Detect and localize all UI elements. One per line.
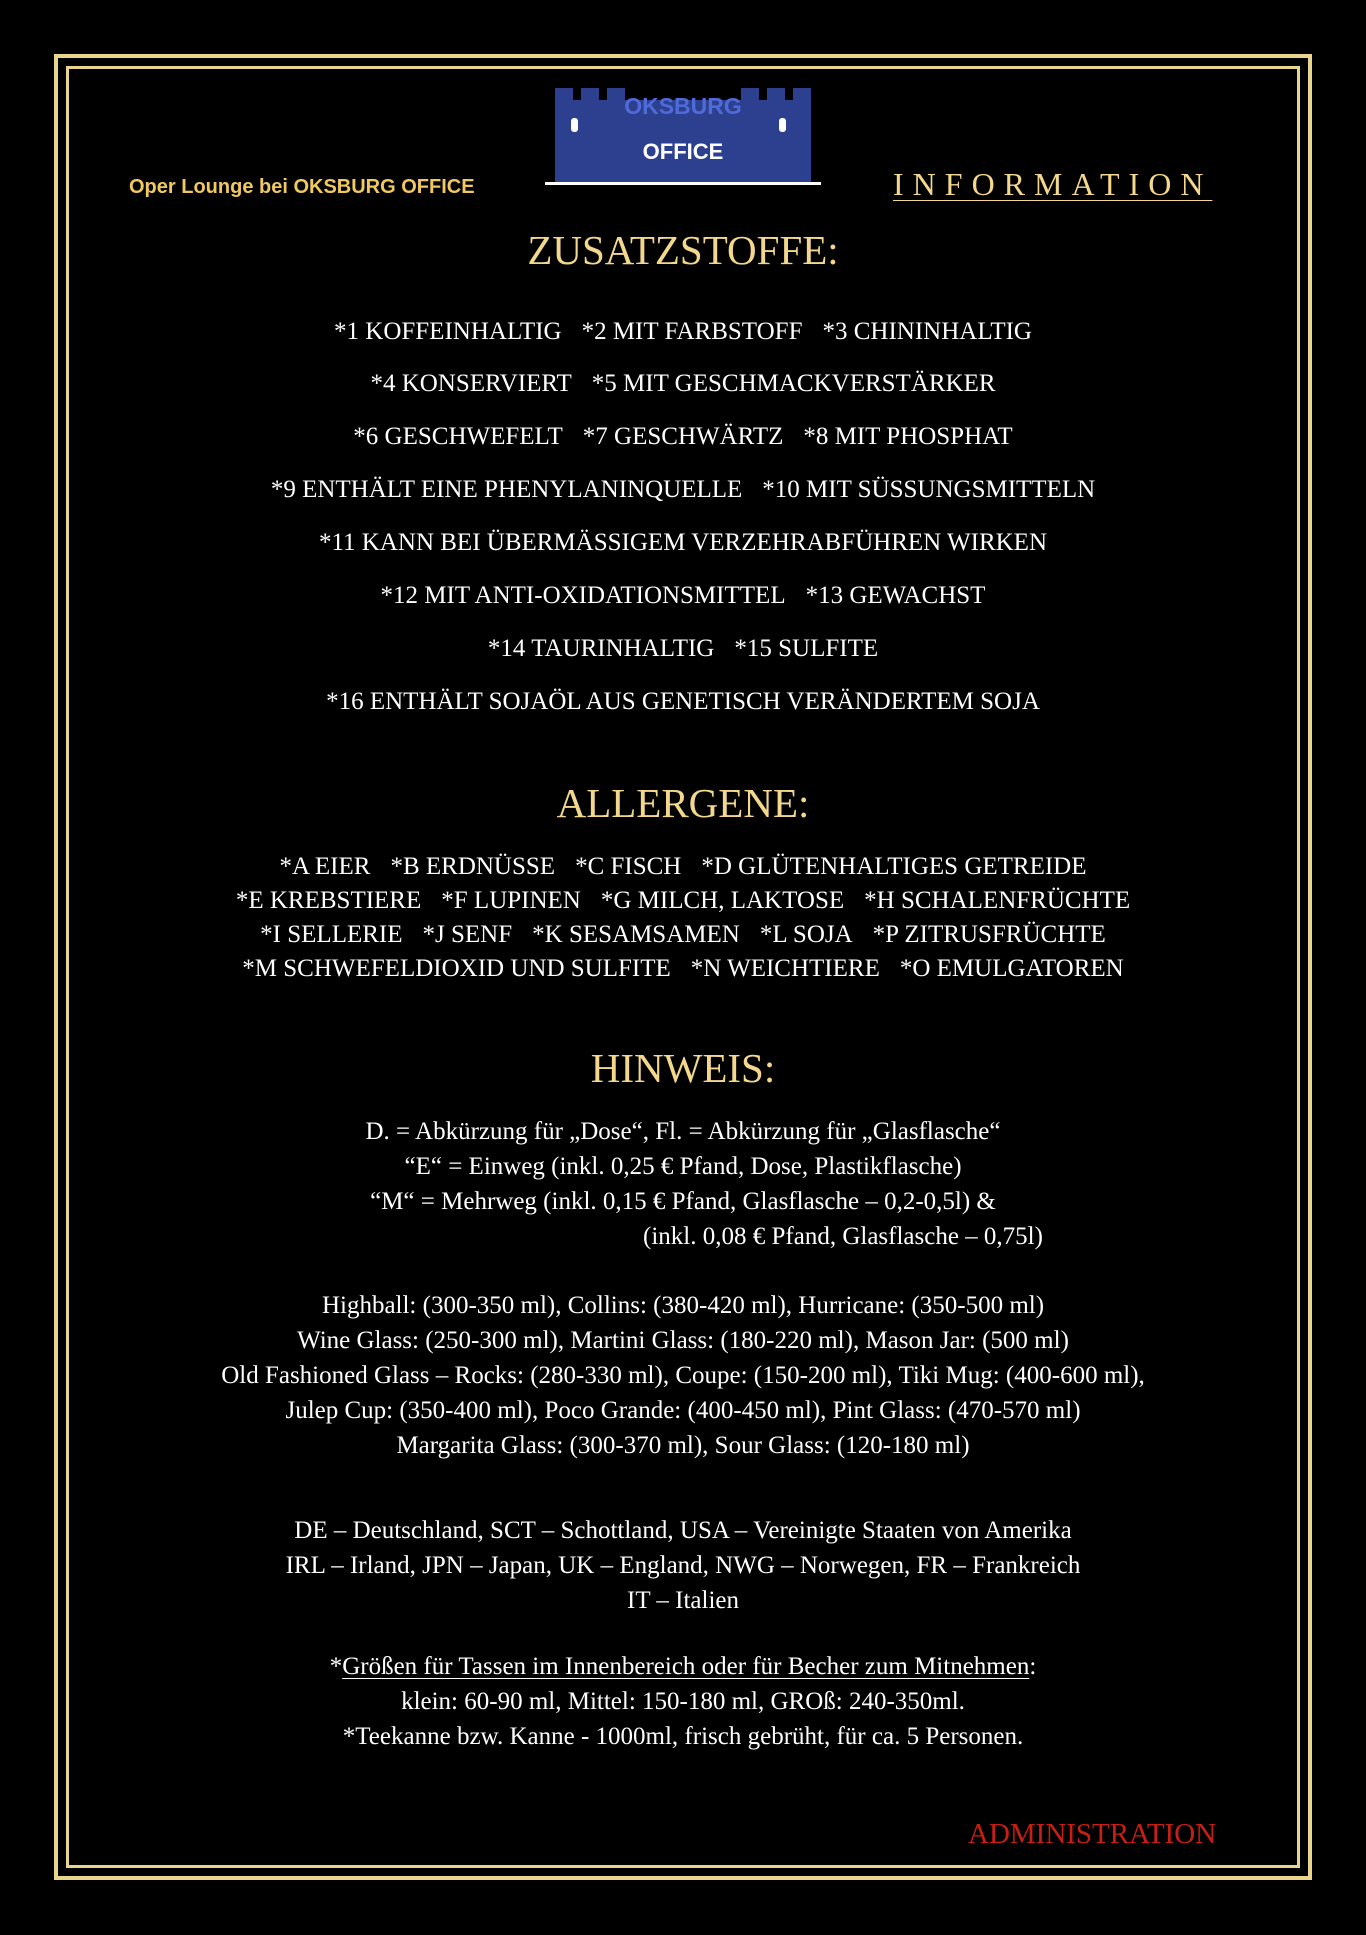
glass-size-line: Highball: (300-350 ml), Collins: (380-420 ml), Hurricane: (350-500 ml) bbox=[321, 1292, 1045, 1319]
logo-text-top: OKSBURG bbox=[624, 93, 742, 119]
glass-size-line: Wine Glass: (250-300 ml), Martini Glass: (180-220 ml), Mason Jar: (500 ml) bbox=[297, 1327, 1069, 1354]
zusatzstoff-item: *6 GESCHWEFELT bbox=[353, 423, 563, 450]
information-link[interactable]: INFORMATION bbox=[893, 166, 1213, 202]
zusatzstoff-item: *9 ENTHÄLT EINE PHENYLANINQUELLE bbox=[270, 476, 743, 503]
zusatzstoff-item: *4 KONSERVIERT bbox=[370, 370, 572, 397]
zusatzstoff-item: *14 TAURINHALTIG bbox=[487, 635, 715, 662]
zusatzstoff-line bbox=[0, 370, 1366, 398]
allergen-item: *M SCHWEFELDIOXID UND SULFITE bbox=[242, 955, 671, 982]
zusatzstoff-line bbox=[0, 582, 1366, 610]
allergen-line bbox=[0, 921, 1366, 949]
zusatzstoff-item: *1 KOFFEINHALTIG bbox=[334, 318, 562, 345]
abbreviation-line: “M“ = Mehrweg (inkl. 0,15 € Pfand, Glasflasche – 0,2-0,5l) & bbox=[370, 1188, 996, 1215]
allergene-title: ALLERGENE: bbox=[556, 780, 810, 826]
allergen-item: *K SESAMSAMEN bbox=[532, 921, 740, 948]
zusatzstoff-item: *11 KANN BEI ÜBERMÄSSIGEM VERZEHRABFÜHREN WIRKEN bbox=[318, 529, 1048, 556]
allergen-item: *H SCHALENFRÜCHTE bbox=[864, 887, 1131, 914]
zusatzstoff-item: *5 MIT GESCHMACKVERSTÄRKER bbox=[591, 370, 996, 397]
zusatzstoff-item: *7 GESCHWÄRTZ bbox=[582, 423, 784, 450]
zusatzstoff-item: *16 ENTHÄLT SOJAÖL AUS GENETISCH VERÄNDERTEM SOJA bbox=[326, 688, 1040, 715]
zusatzstoff-line bbox=[0, 476, 1366, 504]
allergen-item: *C FISCH bbox=[575, 853, 682, 880]
glass-size-line: Old Fashioned Glass – Rocks: (280-330 ml), Coupe: (150-200 ml), Tiki Mug: (400-600 ml), bbox=[221, 1362, 1145, 1389]
teapot-line: *Teekanne bzw. Kanne - 1000ml, frisch gebrüht, für ca. 5 Personen. bbox=[342, 1723, 1024, 1750]
allergen-item: *D GLÜTENHALTIGES GETREIDE bbox=[701, 853, 1087, 880]
cup-sizes-heading-text: Größen für Tassen im Innenbereich oder für Becher zum Mitnehmen bbox=[342, 1653, 1030, 1680]
abbreviation-line: “E“ = Einweg (inkl. 0,25 € Pfand, Dose, Plastikflasche) bbox=[404, 1153, 962, 1180]
allergen-line bbox=[0, 887, 1366, 915]
country-line: IT – Italien bbox=[627, 1587, 739, 1614]
zusatzstoff-line bbox=[0, 688, 1366, 716]
glass-size-line: Margarita Glass: (300-370 ml), Sour Glass: (120-180 ml) bbox=[396, 1432, 970, 1459]
allergen-item: *A EIER bbox=[279, 853, 371, 880]
cup-sizes-suffix: : bbox=[1029, 1653, 1037, 1680]
allergen-item: *I SELLERIE bbox=[260, 921, 403, 948]
abbreviation-line: (inkl. 0,08 € Pfand, Glasflasche – 0,75l) bbox=[643, 1223, 1043, 1250]
zusatzstoff-item: *8 MIT PHOSPHAT bbox=[803, 423, 1013, 450]
zusatzstoff-item: *3 CHININHALTIG bbox=[822, 318, 1032, 345]
allergen-item: *G MILCH, LAKTOSE bbox=[600, 887, 845, 914]
allergen-item: *P ZITRUSFRÜCHTE bbox=[872, 921, 1106, 948]
allergen-item: *O EMULGATOREN bbox=[899, 955, 1124, 982]
zusatzstoff-item: *2 MIT FARBSTOFF bbox=[581, 318, 803, 345]
abbreviation-line: D. = Abkürzung für „Dose“, Fl. = Abkürzung für „Glasflasche“ bbox=[365, 1118, 1001, 1145]
allergen-item: *J SENF bbox=[422, 921, 513, 948]
cup-sizes-line: klein: 60-90 ml, Mittel: 150-180 ml, GROß: 240-350ml. bbox=[401, 1688, 965, 1715]
administration-link[interactable]: ADMINISTRATION bbox=[968, 1818, 1217, 1850]
allergen-item: *L SOJA bbox=[759, 921, 853, 948]
allergen-line bbox=[0, 853, 1366, 881]
lounge-label: Oper Lounge bei OKSBURG OFFICE bbox=[129, 176, 475, 198]
zusatzstoffe-title: ZUSATZSTOFFE: bbox=[527, 227, 839, 273]
zusatzstoff-item: *13 GEWACHST bbox=[805, 582, 986, 609]
oksburg-office-logo bbox=[545, 88, 821, 192]
cup-sizes-prefix: * bbox=[329, 1653, 343, 1680]
country-line: DE – Deutschland, SCT – Schottland, USA – Vereinigte Staaten von Amerika bbox=[294, 1517, 1072, 1544]
zusatzstoff-item: *10 MIT SÜSSUNGSMITTELN bbox=[762, 476, 1096, 503]
zusatzstoff-line bbox=[0, 318, 1366, 346]
zusatzstoff-line bbox=[0, 529, 1366, 557]
country-line: IRL – Irland, JPN – Japan, UK – England, NWG – Norwegen, FR – Frankreich bbox=[285, 1552, 1081, 1579]
zusatzstoff-item: *12 MIT ANTI-OXIDATIONSMITTEL bbox=[380, 582, 786, 609]
allergen-item: *B ERDNÜSSE bbox=[390, 853, 556, 880]
allergen-line bbox=[0, 955, 1366, 983]
allergen-item: *N WEICHTIERE bbox=[690, 955, 880, 982]
zusatzstoff-item: *15 SULFITE bbox=[734, 635, 879, 662]
zusatzstoff-line bbox=[0, 423, 1366, 451]
hinweis-title: HINWEIS: bbox=[590, 1045, 776, 1091]
logo-text-bottom: OFFICE bbox=[642, 139, 724, 164]
cup-sizes-heading bbox=[0, 1653, 1366, 1681]
glass-size-line: Julep Cup: (350-400 ml), Poco Grande: (400-450 ml), Pint Glass: (470-570 ml) bbox=[285, 1397, 1081, 1424]
allergen-item: *E KREBSTIERE bbox=[235, 887, 422, 914]
allergen-item: *F LUPINEN bbox=[441, 887, 581, 914]
zusatzstoff-line bbox=[0, 635, 1366, 663]
